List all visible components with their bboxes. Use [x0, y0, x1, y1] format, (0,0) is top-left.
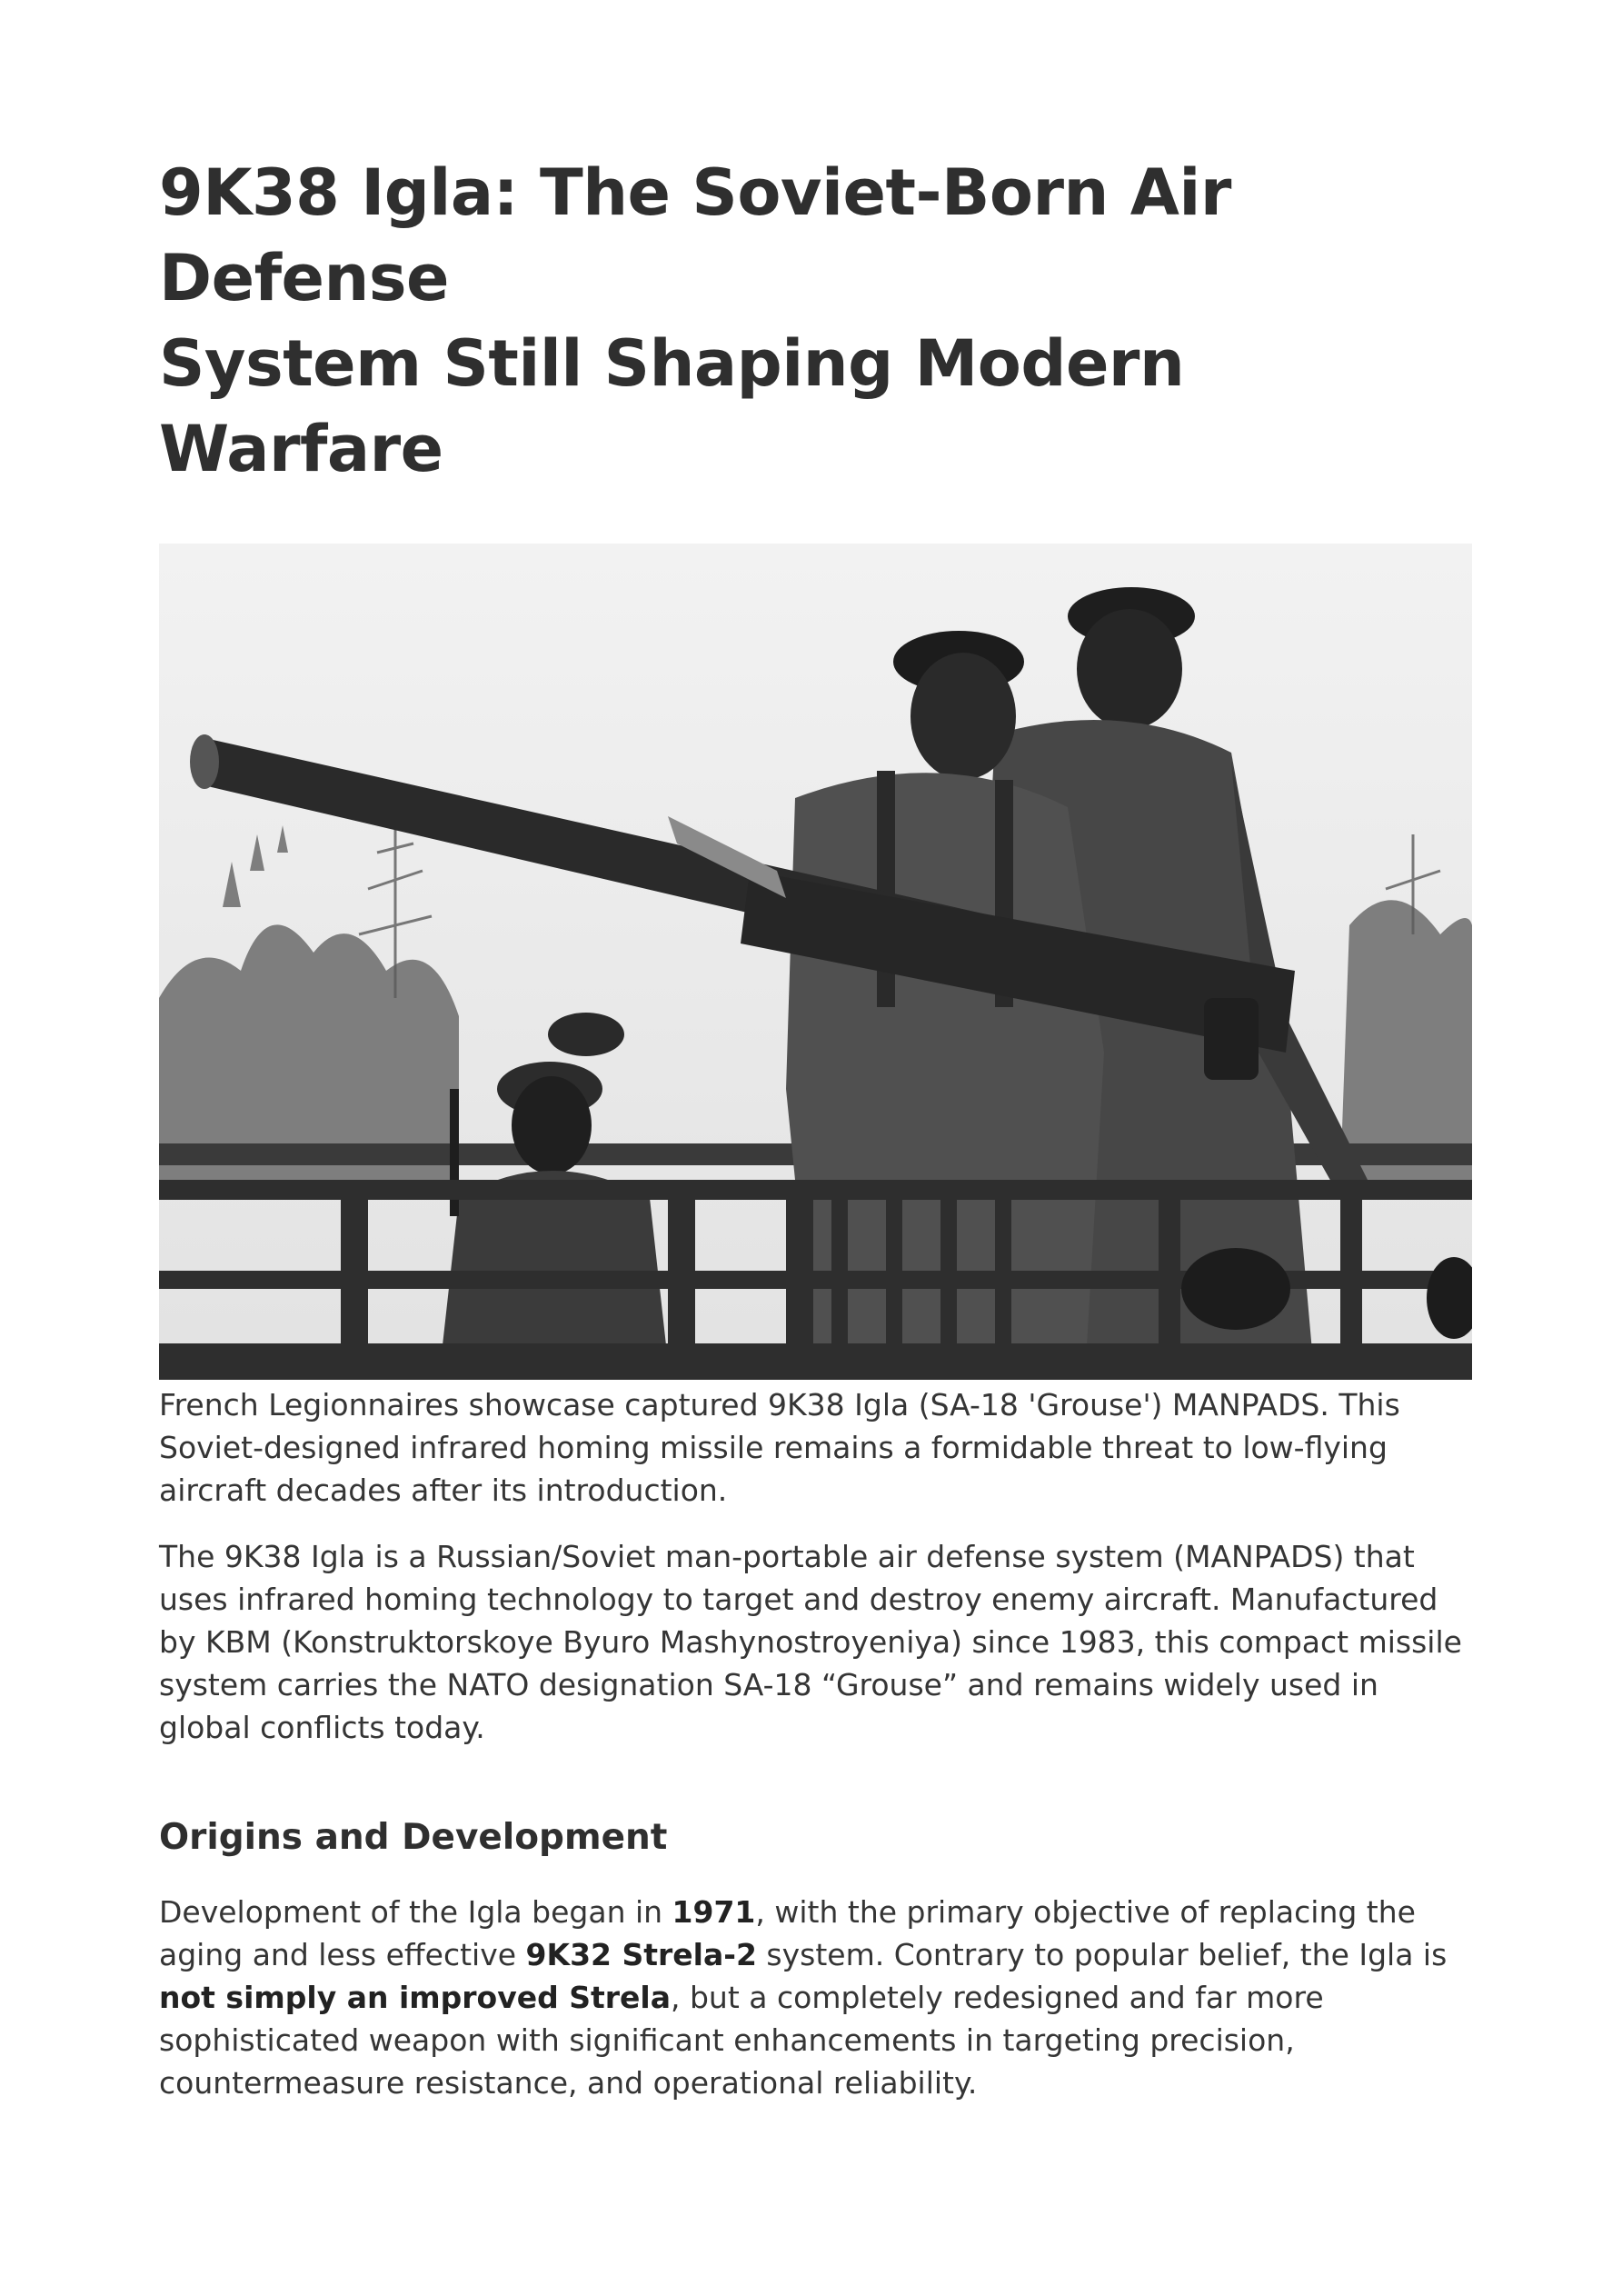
section-heading: Origins and Development — [159, 1817, 668, 1858]
photo-caption: French Legionnaires showcase captured 9K38 Igla (SA-18 'Grouse') MANPADS. This Soviet-designed infrared homing missile remains a formidable threat to low-flying aircraft decades after its introduction. — [159, 1387, 1400, 1508]
origins-bold-strela: 9K32 Strela-2 — [525, 1937, 757, 1972]
origins-bold-year: 1971 — [672, 1894, 756, 1930]
origins-text-3: system. Contrary to popular belief, the Igla is — [756, 1937, 1448, 1972]
origins-text-1: Development of the Igla began in — [159, 1894, 672, 1930]
title-line-2: System Still Shaping Modern Warfare — [159, 326, 1185, 486]
article-photo — [159, 544, 1472, 1380]
photo-soldiers-manpads-icon — [159, 544, 1472, 1380]
origins-bold-claim: not simply an improved Strela — [159, 1980, 671, 2015]
origins-paragraph — [159, 1891, 1472, 2104]
intro-paragraph: The 9K38 Igla is a Russian/Soviet man-portable air defense system (MANPADS) that uses infrared homing technology to target and destroy enemy aircraft. Manufactured by KBM (Konstruktorskoye Byuro Mashynostroyeniya) since 1983, this compact missile system carries the NATO designation SA-18 “Grouse” and remains widely used in global conflicts today. — [159, 1539, 1462, 1745]
title-line-1: 9K38 Igla: The Soviet-Born Air Defense — [159, 155, 1231, 315]
article-title — [159, 150, 1472, 492]
origins-text-4: , but a completely redesigned and far more sophisticated weapon with significant enhancements in targeting precision, countermeasure resistance, and operational reliability. — [159, 1980, 1324, 2101]
origins-text-2: , with the primary objective of replacing the aging and less effective — [159, 1894, 1416, 1972]
article — [159, 150, 1472, 2104]
